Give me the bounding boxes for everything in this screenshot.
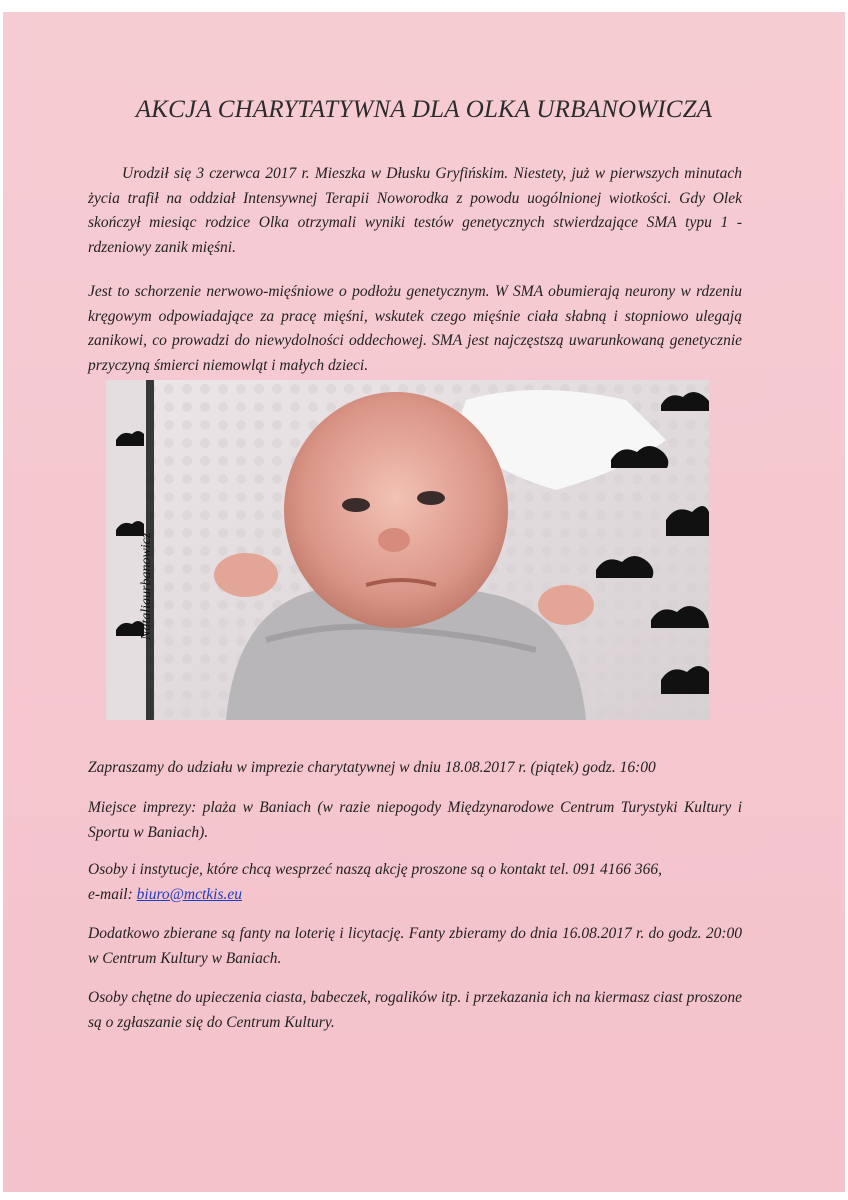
photo-signature: Nataliaurbanowicz — [139, 532, 154, 640]
intro-paragraph: Urodził się 3 czerwca 2017 r. Mieszka w Dłusku Gryfińskim. Niestety, już w pierwszych minutach życia trafił na oddział Intensywnej Terapii Noworodka z powodu uogólnionej wiotkości. Gdy Olek skończył miesiąc rodzice Olka otrzymali wyniki testów genetycznych stwierdzające SMA typu 1 - rdzeniowy zanik mięśni. — [88, 165, 742, 256]
venue-paragraph: Miejsce imprezy: plaża w Baniach (w razie niepogody Międzynarodowe Centrum Turystyki Kultury i Sportu w Baniach). — [88, 799, 742, 841]
contact-paragraph — [88, 858, 742, 907]
invite-paragraph: Zapraszamy do udziału w imprezie charytatywnej w dniu 18.08.2017 r. (piątek) godz. 16:00 — [88, 759, 656, 776]
bake-sale-paragraph: Osoby chętne do upieczenia ciasta, babeczek, rogalików itp. i przekazania ich na kiermasz ciast proszone są o zgłaszanie się do Centrum Kultury. — [88, 989, 742, 1031]
email-link[interactable]: biuro@mctkis.eu — [136, 885, 243, 903]
baby-photo — [106, 380, 709, 720]
page-title: AKCJA CHARYTATYWNA DLA OLKA URBANOWICZA — [135, 96, 713, 123]
lottery-paragraph: Dodatkowo zbierane są fanty na loterię i licytację. Fanty zbieramy do dnia 16.08.2017 r. do godz. 20:00 w Centrum Kultury w Baniach. — [88, 925, 742, 967]
baby-photo-illustration — [106, 380, 709, 720]
sma-info-paragraph: Jest to schorzenie nerwowo-mięśniowe o podłożu genetycznym. W SMA obumierają neurony w rdzeniu kręgowym odpowiadające za pracę mięśni, wskutek czego mięśnie ciała słabną i stopniowo ulegają zanikowi, co prowadzi do niewydolności oddechowej. SMA jest najczęstszą uwarunkowaną genetycznie przyczyną śmierci niemowląt i małych dzieci. — [88, 283, 742, 374]
contact-text: Osoby i instytucje, które chcą wesprzeć naszą akcję proszone są o kontakt tel. 091 4166 366, — [88, 861, 662, 878]
email-label: e-mail: — [88, 885, 133, 903]
